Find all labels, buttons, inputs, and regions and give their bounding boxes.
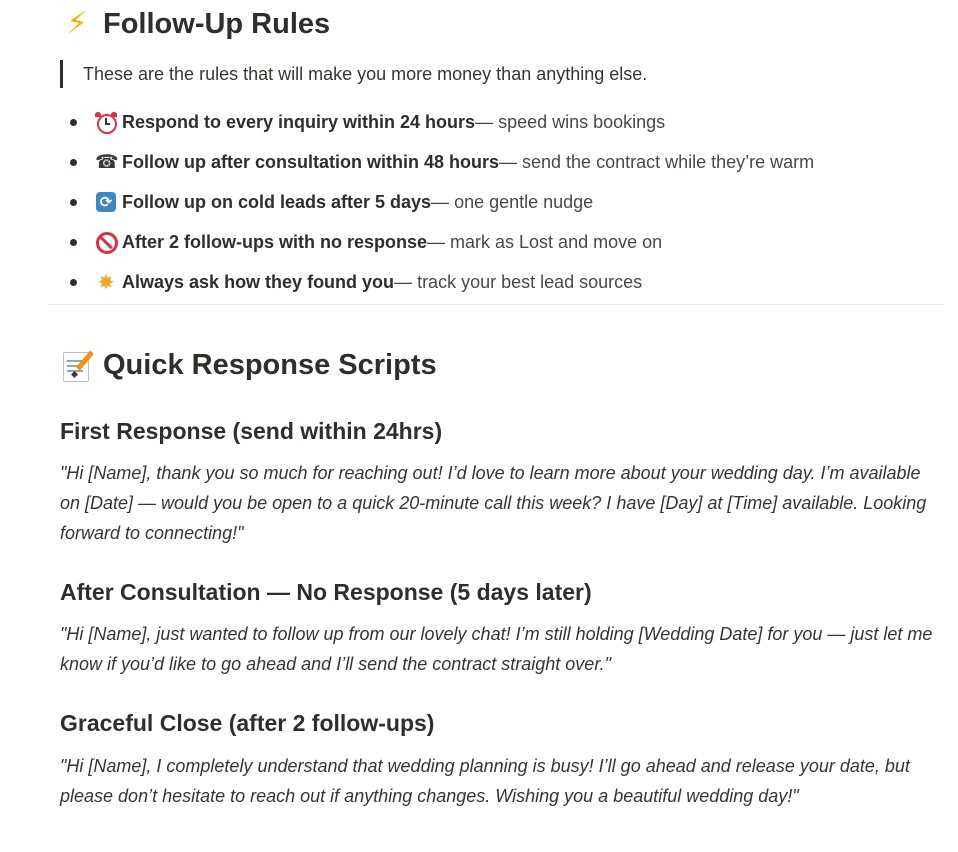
rule-rest-text: — one gentle nudge — [431, 191, 594, 212]
list-item[interactable] — [60, 222, 814, 262]
rule-rest-text: — track your best lead sources — [394, 271, 643, 292]
quick-response-scripts-title: Quick Response Scripts — [103, 348, 437, 381]
rules-list — [60, 102, 814, 302]
bullet-icon — [70, 279, 77, 286]
rule-strong-text: Follow up on cold leads after 5 days — [122, 191, 432, 212]
follow-up-rules-title: Follow-Up Rules — [103, 7, 331, 40]
quick-response-scripts-heading[interactable] — [60, 348, 437, 382]
after-consultation-heading[interactable]: After Consultation — No Response (5 days later) — [60, 579, 592, 605]
lightning-icon: ⚡ — [66, 6, 88, 41]
rule-strong-text: Always ask how they found you — [122, 271, 395, 292]
first-response-heading[interactable]: First Response (send within 24hrs) — [60, 418, 443, 444]
list-item[interactable] — [60, 182, 814, 222]
bullet-icon — [70, 239, 77, 246]
rule-rest-text: — speed wins bookings — [475, 111, 666, 132]
follow-up-rules-heading[interactable] — [60, 7, 330, 41]
rule-strong-text: Follow up after consultation within 48 hours — [122, 151, 500, 172]
bullet-icon — [70, 119, 77, 126]
list-item[interactable] — [60, 102, 814, 142]
list-item[interactable] — [60, 142, 814, 182]
graceful-close-script[interactable]: "Hi [Name], I completely understand that wedding planning is busy! I’ll go ahead and release your date, but please don’t hesitate to reach out if anything changes. Wishing you a beautiful wedding day!" — [60, 756, 910, 806]
rules-quote[interactable]: These are the rules that will make you more money than anything else. — [60, 60, 647, 88]
refresh-icon: ⟳ — [95, 191, 117, 213]
first-response-script[interactable]: "Hi [Name], thank you so much for reaching out! I’d love to learn more about your wedding day. I’m available on [Date] — would you be open to a quick 20-minute call this week? I have [Day] at [Time] available. Looking forward to connecting!" — [60, 463, 927, 543]
star-icon: ✸ — [97, 270, 115, 294]
rule-rest-text: — mark as Lost and move on — [427, 231, 663, 252]
list-item[interactable] — [60, 262, 814, 302]
alarm-clock-icon — [95, 111, 117, 133]
divider — [49, 304, 944, 305]
rule-strong-text: Respond to every inquiry within 24 hours — [122, 111, 476, 132]
phone-icon: ☎ — [95, 151, 119, 173]
bullet-icon — [70, 159, 77, 166]
rule-rest-text: — send the contract while they’re warm — [499, 151, 815, 172]
bullet-icon — [70, 199, 77, 206]
no-entry-icon — [95, 231, 117, 253]
graceful-close-heading[interactable]: Graceful Close (after 2 follow-ups) — [60, 710, 435, 736]
rule-strong-text: After 2 follow-ups with no response — [122, 231, 428, 252]
memo-icon — [60, 348, 94, 382]
after-consultation-script[interactable]: "Hi [Name], just wanted to follow up from our lovely chat! I’m still holding [Wedding Date] for you — just let me know if you’d like to go ahead and I’ll send the contract straight over." — [60, 624, 933, 674]
